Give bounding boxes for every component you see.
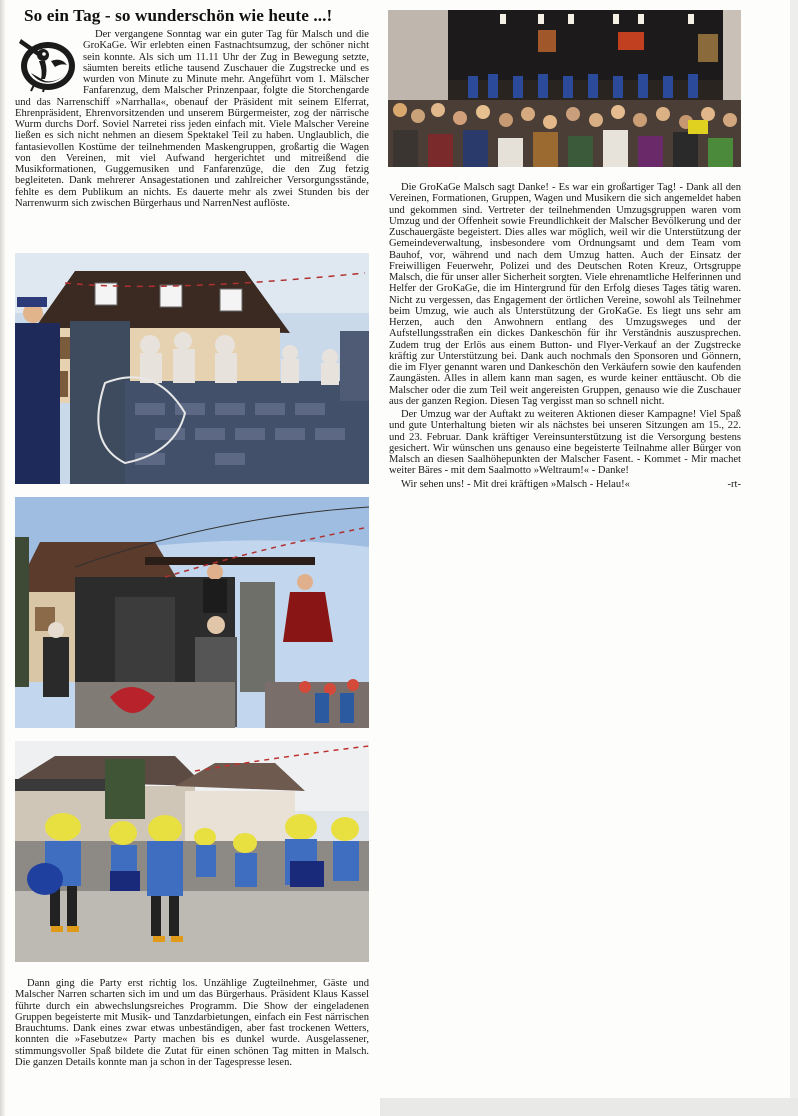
stork-carnival-logo-icon [15,31,77,93]
photo-castle-float [15,253,369,484]
author-signature: -rt- [727,478,741,490]
article-text-right [389,182,741,490]
paragraph: Dann ging die Party erst richtig los. Unzählige Zugteilnehmer, Gäste und Malscher Narren scharten sich im und um das Bürgerhaus. Präsident Klaus Kassel führte durch ein abwechslungsreiches Programm. Die Show der eingeladenen Gruppen begeisterte mit Musik- und Tanzdarbietungen, einfach ein Fest närrischen Brauchtums. Dank eines zwar etwas unbeständigen, aber fast trockenen Wetters, konnten die »Fasebutze« Party machen bis es dunkel wurde. Ausgelassener, stimmungsvoller Spaß bildete die Zutat für einen schönen Tag mitten in Malsch. Die ganzen Details konnte man ja schon in der Tagespresse lesen. [15,978,369,1068]
photo-event-hall [388,10,741,167]
article-headline: So ein Tag - so wunderschön wie heute ...! [24,6,333,25]
page-bottom-margin [380,1098,798,1116]
paragraph-outlook: Der Umzug war der Auftakt zu weiteren Aktionen dieser Kampagne! Viel Spaß und gute Unterhaltung bieten wir als nächstes bei unseren Sitzungen am 15., 22. und 23. Februar. Dank kräftiger Vereinsunterstützung ist die Versorgung bestens gesichert. Wir wünschen uns genauso eine begeisterte Teilnahme aller Bürger von Malsch an diesen Saalhöhepunkten der Malscher Fasent. - Kommet - Mir machet weiter Bäres - mit dem Saalmotto »Weltraum!« - Danke! [389,409,741,477]
closing-line [389,479,741,490]
paragraph: Der vergangene Sonntag war ein guter Tag für Malsch und die GroKaGe. Wir erlebten einen Fastnachtsumzug, der schöner nicht sein konnte. Als sich um 11.11 Uhr der Zug in Bewegung setzte, säumten bereits etliche tausend Zuschauer die Zugstrecke und es wurden von Minute zu Minute mehr. Angeführt vom 1. Mälscher Fanfarenzug, dem Malscher Prinzenpaar, folgte die Storchengarde und das Narrenschiff »Narrhalla«, obenauf der Präsident mit seinem Elferrat, Ehrenpräsident, Ehrenvorsitzenden und unserem Bürgermeister, zog der närrische Wurm durchs Dorf. Soviel Narretei riss jeden einfach mit. Viele Malscher Vereine ließen es sich nicht nehmen an diesem Spektakel Teil zu haben. Unglaublich, die fantasievollen Kostüme der teilnehmenden Maskengruppen, großartig die Wagen von den Vereinen, mit viel Aufwand hergerichtet und mitreißend die Musikformationen, Guggemusiken und Fanfarenzüge, die den Zug fetzig begleiteten. Dank mehrerer Ansagestationen und zahlreicher Versorgungsstände, fehlte es dem Publikum an nichts. Es dauerte mehr als zwei Stunden bis der Narrenwurm sich zwischen Bürgerhaus und NarrenNest auflöste. [15,29,369,209]
page-edge-shadow [0,0,6,1116]
page-right-margin [790,0,798,1116]
closing-text: Wir sehen uns! - Mit drei kräftigen »Malsch - Helau!« [401,478,630,490]
paragraph-thanks: Die GroKaGe Malsch sagt Danke! - Es war ein großartiger Tag! - Dank all den Vereinen, Formationen, Gruppen, Wagen und Musikern die sich angemeldet haben und gekommen sind. Vertreter der teilnehmenden Umzugsgruppen waren vom Umzug und der Offenheit sowie Freundlichkeit der Malscher Bevölkerung und der Zuschauergäste begeistert. Dies alles war möglich, weil wir die Unterstützung der Gemeindeverwaltung, insbesondere vom Ordnungsamt und dem Team vom Bauhof, vor, während und nach dem Umzug hatten. Auch der Einsatz der Freiwilligen Feuerwehr, Polizei und des Deutschen Roten Kreuz, Ortsgruppe Malsch, die für unser aller Sicherheit sorgten. Viele ehrenamtliche Helferinnen und Helfer der GroKaGe, die im Hintergrund für den Erfolg dieses Tages tätig waren. Nicht zu vergessen, das Engagement der örtlichen Vereine, sowohl als Teilnehmer beim Umzug, wie auch als Unterstützung der GroKaGe. Es liegt uns sehr am Herzen, auch den Anwohnern entlang des Umzugsweges und der Aufstellungsstraßen ein dickes Dankeschön für ihr Verständnis auszusprechen. Zudem trug der Erlös aus einem Button- und Flyer-Verkauf an der Zugstrecke kräftig zur Unterstützung bei. Dank auch nochmals den Sponsoren und Gönnern, die im Flyer genannt waren und Dankeschön den Verkäufern sowie den kaufenden Zaungästen. Alles in allem kann man sagen, es wurde keiner enttäuscht. Ob die Malscher oder die zum Teil weit angereisten Gruppen, genauso wie die Zuschauer aus der ganzen Region. Diesen Tag vergisst man so schnell nicht. [389,182,741,407]
article-text-left-top [15,29,369,211]
article-text-left-bottom [15,978,369,1070]
photo-gugge-band [15,741,369,962]
photo-pirate-float [15,497,369,728]
